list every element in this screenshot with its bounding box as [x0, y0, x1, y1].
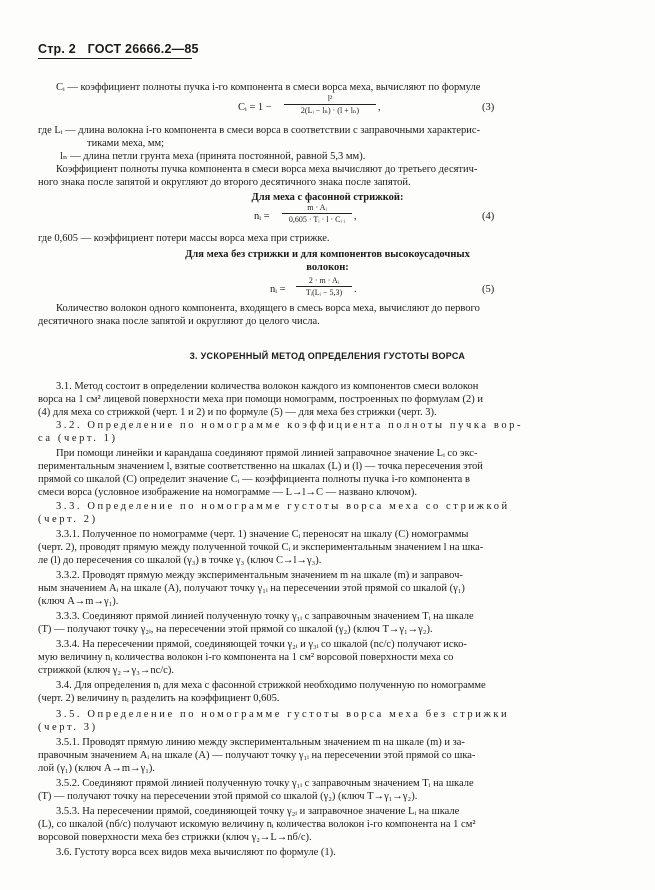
section-line: ворсовой поверхности меха без стрижки (ключ γ₂→L→nб/с).: [38, 832, 312, 843]
count-paragraph-2: десятичного знака после запятой и округляют до целого числа.: [38, 316, 320, 327]
section-line: (T) — получают точку на пересечении этой прямой со шкалой (γ₂) (ключ T→γ₁→γ₂).: [38, 791, 418, 802]
section-line: 3.5.2. Соединяют прямой линией полученную точку γ₁ᵢ с заправочным значением Tᵢ на шкале: [56, 778, 474, 789]
subsection-heading: 3.5. Определение по номограмме густоты ворса меха без стрижки: [56, 709, 510, 720]
page-number: Стр. 2: [38, 42, 76, 56]
section-line: ле (l) до пересечения со шкалой (γ₃) в точке γ₃ (ключ C→l→γ₃).: [38, 555, 322, 566]
li-definition-1: где Lᵢ — длина волокна i-го компонента в смеси ворса в соответствии с заправочными характерис-: [38, 125, 481, 136]
section-line: (T) — получают точку γ₂ᵢ, на пересечении этой прямой со шкалой (γ₂) (ключ T→γ₁→γ₂).: [38, 624, 433, 635]
section-line: (4) для меха со стрижкой (черт. 1 и 2) и по формуле (5) — для меха без стрижки (черт. 3).: [38, 407, 437, 418]
section-line: смеси ворса (условное изображение на номограмме — L→l→C — названо ключом).: [38, 487, 417, 498]
section-line: (черт. 2), проводят прямую между полученной точкой Cᵢ и экспериментальным значением l на шка-: [38, 542, 484, 553]
formula-3-denominator: 2(Lᵢ − lₙ) · (l + lₙ): [300, 106, 360, 115]
heading-no-shear-2: волокон:: [306, 262, 349, 273]
page-header: [38, 42, 199, 56]
formula-5-numerator: 2 · m · Aᵢ: [308, 276, 340, 285]
formula-5-label: (5): [482, 284, 495, 295]
section-line: периментальным значением l, взятые соответственно на шкалах (L) и (l) — точка пересечения этой: [38, 461, 483, 472]
header-rule: [38, 58, 192, 59]
section-line: мую величину nᵢ количества волокон i-го компонента на 1 см² ворсовой поверхности меха со: [38, 652, 454, 663]
section-line: прямой со шкалой (C) определит значение Cᵢ — коэффициента полноты пучка i-го компонента в: [38, 474, 470, 485]
subsection-heading: 3.3. Определение по номограмме густоты ворса меха со стрижкой: [56, 501, 510, 512]
section-line: 3.5.1. Проводят прямую линию между экспериментальным значением m на шкале (m) и за-: [56, 737, 465, 748]
formula-4-comma: ,: [354, 211, 357, 222]
formula-5-dot: .: [354, 284, 357, 295]
li-definition-2: тиками меха, мм;: [87, 138, 165, 149]
section-line: (L), со шкалой (nб/с) получают искомую величину nᵢ количества волокон i-го компонента на 1 см²: [38, 819, 476, 830]
section-line: При помощи линейки и карандаша соединяют прямой линией заправочное значение Lᵢ со экс-: [56, 448, 478, 459]
section-line: правочным значением Aᵢ на шкале (A) — получают точку γ₁ᵢ на пересечении этой прямой со шка-: [38, 750, 476, 761]
heading-shaped-shear: Для меха с фасонной стрижкой:: [251, 192, 404, 203]
rounding-paragraph-1: Коэффициент полноты пучка компонента в смеси ворса меха вычисляют до третьего десятич-: [56, 164, 478, 175]
formula-3-fraction-bar: [284, 104, 376, 105]
formula-5-denominator: Tᵢ(Lᵢ − 5,3): [305, 288, 343, 297]
standard-code: ГОСТ 26666.2—85: [87, 42, 199, 56]
formula-4-lhs: nᵢ =: [254, 211, 270, 222]
section-line: 3.3.3. Соединяют прямой линией полученную точку γ₁ᵢ с заправочным значением Tᵢ на шкале: [56, 611, 474, 622]
section-line: стрижкой (ключ γ₂→γ₃→nc/c).: [38, 665, 174, 676]
section-line: 3.5.3. На пересечении прямой, соединяющей точку γ₂ᵢ и заправочное значение Lᵢ на шкале: [56, 806, 460, 817]
formula-3-numerator: l²: [327, 94, 333, 103]
section-line: 3.3.4. На пересечении прямой, соединяющей точки γ₂ᵢ и γ₃ᵢ со шкалой (nc/c) получают иско-: [56, 639, 467, 650]
heading-no-shear-1: Для меха без стрижки и для компонентов высокоусадочных: [185, 249, 470, 260]
formula-4-label: (4): [482, 211, 495, 222]
section-line: (черт. 2) величину nᵢ разделить на коэффициент 0,605.: [38, 693, 280, 704]
section-line: 3.1. Метод состоит в определении количества волокон каждого из компонентов смеси волокон: [56, 381, 479, 392]
formula-4-numerator: m · Aᵢ: [307, 203, 327, 212]
section-line: лой (γ₁) (ключ A→m→γ₁).: [38, 763, 156, 774]
ln-definition: lₙ — длина петли грунта меха (принята постоянной, равной 5,3 мм).: [60, 151, 366, 162]
count-paragraph-1: Количество волокон одного компонента, входящего в смесь ворса меха, вычисляют до первого: [56, 303, 480, 314]
subsection-heading: 3.2. Определение по номограмме коэффициента полноты пучка вор-: [56, 420, 524, 431]
subsection-heading: (черт. 3): [38, 722, 98, 733]
section-title: 3. УСКОРЕННЫЙ МЕТОД ОПРЕДЕЛЕНИЯ ГУСТОТЫ ВОРСА: [189, 351, 466, 361]
formula-3-lhs: Cᵢ = 1 −: [238, 102, 272, 113]
formula-3-label: (3): [482, 102, 495, 113]
shear-loss-note: где 0,605 — коэффициент потери массы ворса меха при стрижке.: [38, 233, 330, 244]
section-line: 3.3.1. Полученное по номограмме (черт. 1) значение Cᵢ переносят на шкалу (C) номограммы: [56, 529, 469, 540]
rounding-paragraph-2: ного знака после запятой и округляют до второго десятичного знака после запятой.: [38, 177, 411, 188]
section-line: 3.6. Густоту ворса всех видов меха вычисляют по формуле (1).: [56, 847, 336, 858]
section-line: 3.4. Для определения nᵢ для меха с фасонной стрижкой необходимо полученную по номограмме: [56, 680, 486, 691]
subsection-heading: са (черт. 1): [38, 433, 118, 444]
subsection-heading: (черт. 2): [38, 514, 98, 525]
section-line: ворса на 1 см² лицевой поверхности меха при помощи номограмм, построенных по формулам (2) и: [38, 394, 483, 405]
formula-3-comma: ,: [378, 102, 381, 113]
formula-4-denominator: 0,605 · Tᵢ · l · Cᵢ ᵢ: [288, 215, 346, 224]
ci-definition: Cᵢ — коэффициент полноты пучка i-го компонента в смеси ворса меха, вычисляют по формуле: [56, 82, 481, 93]
formula-5-lhs: nᵢ =: [270, 284, 286, 295]
formula-5-fraction-bar: [296, 286, 352, 287]
section-line: (ключ A→m→γ₁).: [38, 596, 119, 607]
section-line: ным значением Aᵢ на шкале (A), получают точку γ₁ᵢ на пересечении этой прямой со шкалой (γ₁): [38, 583, 465, 594]
formula-4-fraction-bar: [282, 213, 352, 214]
section-line: 3.3.2. Проводят прямую между экспериментальным значением m на шкале (m) и заправоч-: [56, 570, 463, 581]
